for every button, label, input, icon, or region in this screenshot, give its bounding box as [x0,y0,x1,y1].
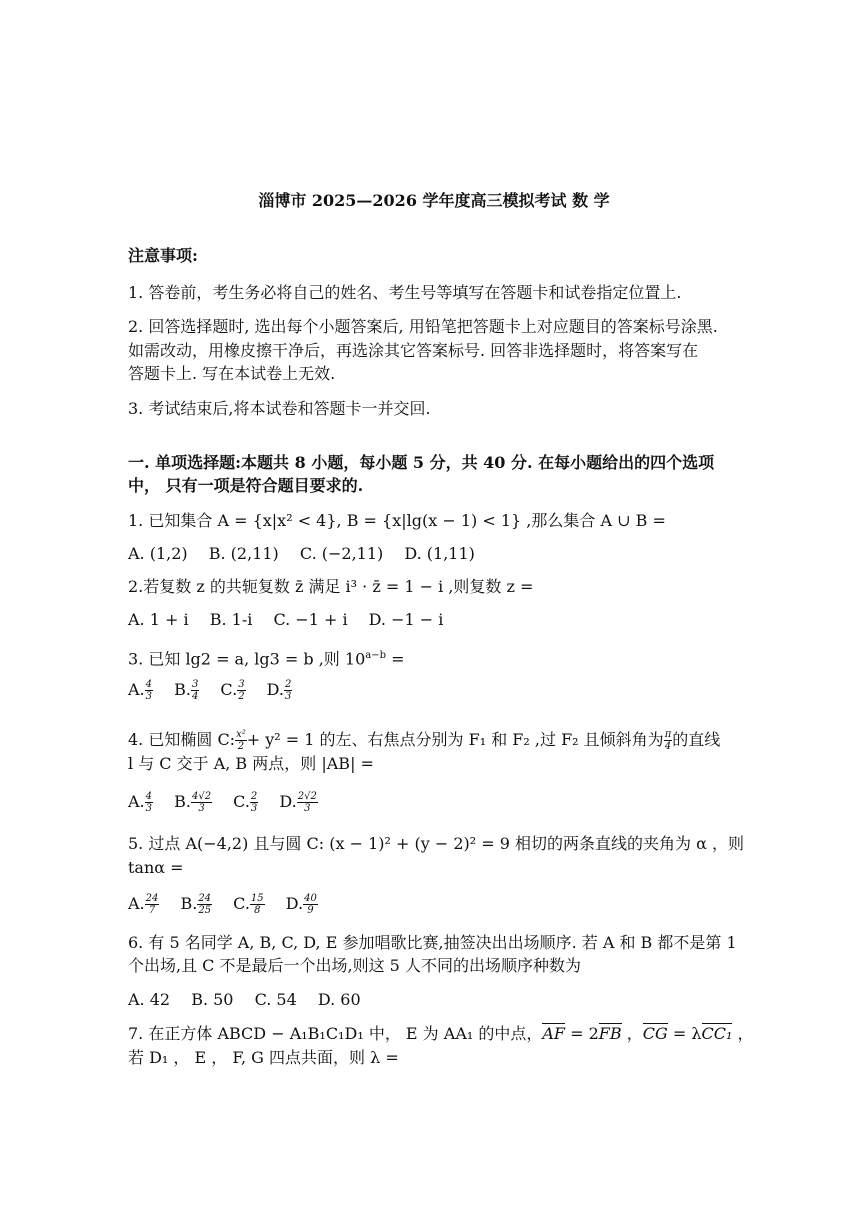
notice-item-1: 1. 答卷前，考生务必将自己的姓名、考生号等填写在答题卡和试卷指定位置上. [128,283,682,302]
q3-option-c-denominator: 2 [238,691,245,702]
q3-option-b-label: B. [174,680,191,699]
q5-stem-line2: tanα = [128,858,184,877]
q2-options [128,608,459,632]
q1-option-d: D. (1,11) [404,544,475,563]
q5-options [128,892,334,916]
notice-heading: 注意事项: [128,246,198,265]
q4-option-c [233,790,258,814]
q2-option-a: A. 1 + i [128,610,189,629]
q6-option-c: C. 54 [254,990,297,1009]
q4-option-b-denominator: 3 [198,803,205,814]
q3-option-a [128,678,153,702]
q7-tail: ， [732,1024,754,1043]
q6-options [128,988,377,1012]
notice-item-3: 3. 考试结束后,将本试卷和答题卡一并交回. [128,399,431,418]
q5-option-a-fraction [145,893,160,916]
q4-stem-c: 的直线 [672,730,721,749]
q5-option-a-numerator: 24 [145,893,159,904]
q3-option-c-numerator: 3 [238,679,245,690]
q4-option-a-label: A. [128,792,145,811]
section-heading: 一. 单项选择题:本题共 8 小题，每小题 5 分，共 40 分. 在每小题给出的四个选项 [128,453,715,472]
q5-option-b [180,892,212,916]
q3-stem-tail: = [386,649,405,669]
q2-option-d: D. −1 − i [368,610,444,629]
q4-ellipse-fraction [235,729,247,752]
q7-eq1: = 2 [565,1024,599,1043]
q4-stem-line2: l 与 C 交于 A, B 两点，则 |AB| = [128,754,374,773]
q6-stem: 6. 有 5 名同学 A, B, C, D, E 参加唱歌比赛,抽签决出出场顺序. 若 A 和 B 都不是第 1 [128,933,737,952]
q7-sep: ， [621,1024,643,1043]
q3-option-b [174,678,199,702]
notice-item-2-cont: 如需改动，用橡皮擦干净后，再选涂其它答案标号. 回答非选择题时，将答案写在 [128,341,699,360]
q4-option-b-label: B. [174,792,191,811]
q4-ellipse-numerator: x² [236,729,246,740]
q3-option-a-denominator: 3 [145,691,153,702]
q4-stem [128,728,720,752]
q3-option-a-fraction [145,679,153,702]
q5-option-a-label: A. [128,894,145,913]
q3-option-d-denominator: 3 [285,691,292,702]
q4-option-a [128,790,153,814]
q4-option-a-fraction [145,791,153,814]
q3-stem [128,644,405,671]
q3-option-d-fraction [284,679,292,702]
q6-option-a: A. 42 [128,990,171,1009]
q4-option-b-numerator: 4√2 [191,791,212,802]
q7-vector-af: AF [542,1022,565,1046]
q5-option-b-numerator: 24 [198,893,212,904]
q7-eq2: = λ [667,1024,702,1043]
q1-option-a: A. (1,2) [128,544,188,563]
q7-stem-line2: 若 D₁ ， E ， F, G 四点共面，则 λ = [128,1048,399,1067]
q4-option-d-numerator: 2√2 [297,791,317,802]
q4-options [128,790,334,814]
q4-option-c-denominator: 3 [250,803,258,814]
q4-option-d [279,790,317,814]
q4-angle-fraction [664,729,673,752]
q4-angle-denominator: 4 [664,741,672,752]
q5-option-b-label: B. [180,894,198,913]
q5-option-a [128,892,159,916]
q3-exponent: a−b [365,650,386,661]
q4-option-c-label: C. [233,792,250,811]
q6-option-b: B. 50 [191,990,234,1009]
q7-stem [128,1022,754,1046]
q4-option-d-denominator: 3 [304,803,311,814]
q4-option-a-numerator: 4 [145,791,153,802]
q3-stem-text: 3. 已知 lg2 = a, lg3 = b ,则 10 [128,649,366,669]
notice-item-2-cont2: 答题卡上. 写在本试卷上无效. [128,364,336,383]
q7-vector-fb: FB [599,1022,622,1046]
q5-option-d-numerator: 40 [304,893,317,904]
q7-stem-a: 7. 在正方体 ABCD − A₁B₁C₁D₁ 中， E 为 AA₁ 的中点， [128,1024,543,1043]
q6-stem-line2: 个出场,且 C 不是最后一个出场,则这 5 人不同的出场顺序种数为 [128,956,581,975]
q5-option-d-label: D. [285,894,304,913]
notice-item-2: 2. 回答选择题时, 选出每个小题答案后, 用铅笔把答题卡上对应题目的答案标号涂黑. [128,317,718,336]
q3-option-d [267,678,293,702]
q4-option-c-fraction [250,791,258,814]
q5-option-d-fraction [303,893,318,916]
q5-option-d-denominator: 9 [307,905,314,916]
q4-angle-numerator: π [664,729,672,740]
q7-vector-cc1: CC₁ [702,1022,733,1046]
q2-stem: 2.若复数 z 的共轭复数 z̄ 满足 i³ · z̄ = 1 − i ,则复数 z = [128,577,534,596]
q2-option-c: C. −1 + i [273,610,348,629]
q3-option-c-fraction [237,679,245,702]
q5-option-d [286,892,318,916]
q3-option-b-denominator: 4 [191,691,199,702]
q3-option-b-fraction [191,679,199,702]
q4-option-c-numerator: 2 [250,791,258,802]
q4-stem-a: 4. 已知椭圆 C: [128,730,236,749]
q4-option-a-denominator: 3 [145,803,153,814]
q3-option-b-numerator: 3 [191,679,199,690]
q5-option-c-denominator: 8 [254,905,261,916]
q7-vector-cg: CG [643,1022,668,1046]
q1-options [128,542,491,566]
q5-stem: 5. 过点 A(−4,2) 且与圆 C: (x − 1)² + (y − 2)² = 9 相切的两条直线的夹角为 α ，则 [128,834,744,853]
q4-option-b-fraction [191,791,212,814]
section-heading-cont: 中， 只有一项是符合题目要求的. [128,476,364,495]
q5-option-c-fraction [250,893,265,916]
q6-option-d: D. 60 [317,990,361,1009]
q4-ellipse-denominator: 2 [237,741,245,752]
q3-option-c-label: C. [220,680,238,699]
q4-stem-b: + y² = 1 的左、右焦点分别为 F₁ 和 F₂ ,过 F₂ 且倾斜角为 [246,730,664,749]
q3-options [128,678,308,702]
q1-stem: 1. 已知集合 A = {x|x² < 4}, B = {x|lg(x − 1) < 1} ,那么集合 A ∪ B = [128,511,666,530]
q5-option-b-denominator: 25 [198,905,212,916]
q5-option-b-fraction [197,893,212,916]
q2-option-b: B. 1-i [209,610,253,629]
q4-option-d-label: D. [279,792,297,811]
q5-option-c [233,892,265,916]
q1-option-c: C. (−2,11) [299,544,384,563]
q5-option-c-numerator: 15 [250,893,264,904]
q3-option-d-label: D. [266,680,284,699]
q4-option-d-fraction [297,791,318,814]
q3-option-c [220,678,245,702]
q1-option-b: B. (2,11) [208,544,279,563]
q5-option-a-denominator: 7 [148,905,156,916]
q5-option-c-label: C. [233,894,250,913]
q3-option-a-numerator: 4 [145,679,153,690]
q4-option-b [174,790,212,814]
q3-option-a-label: A. [128,680,145,699]
exam-title: 淄博市 2025—2026 学年度高三模拟考试 数 学 [258,191,610,210]
q3-option-d-numerator: 2 [285,679,292,690]
